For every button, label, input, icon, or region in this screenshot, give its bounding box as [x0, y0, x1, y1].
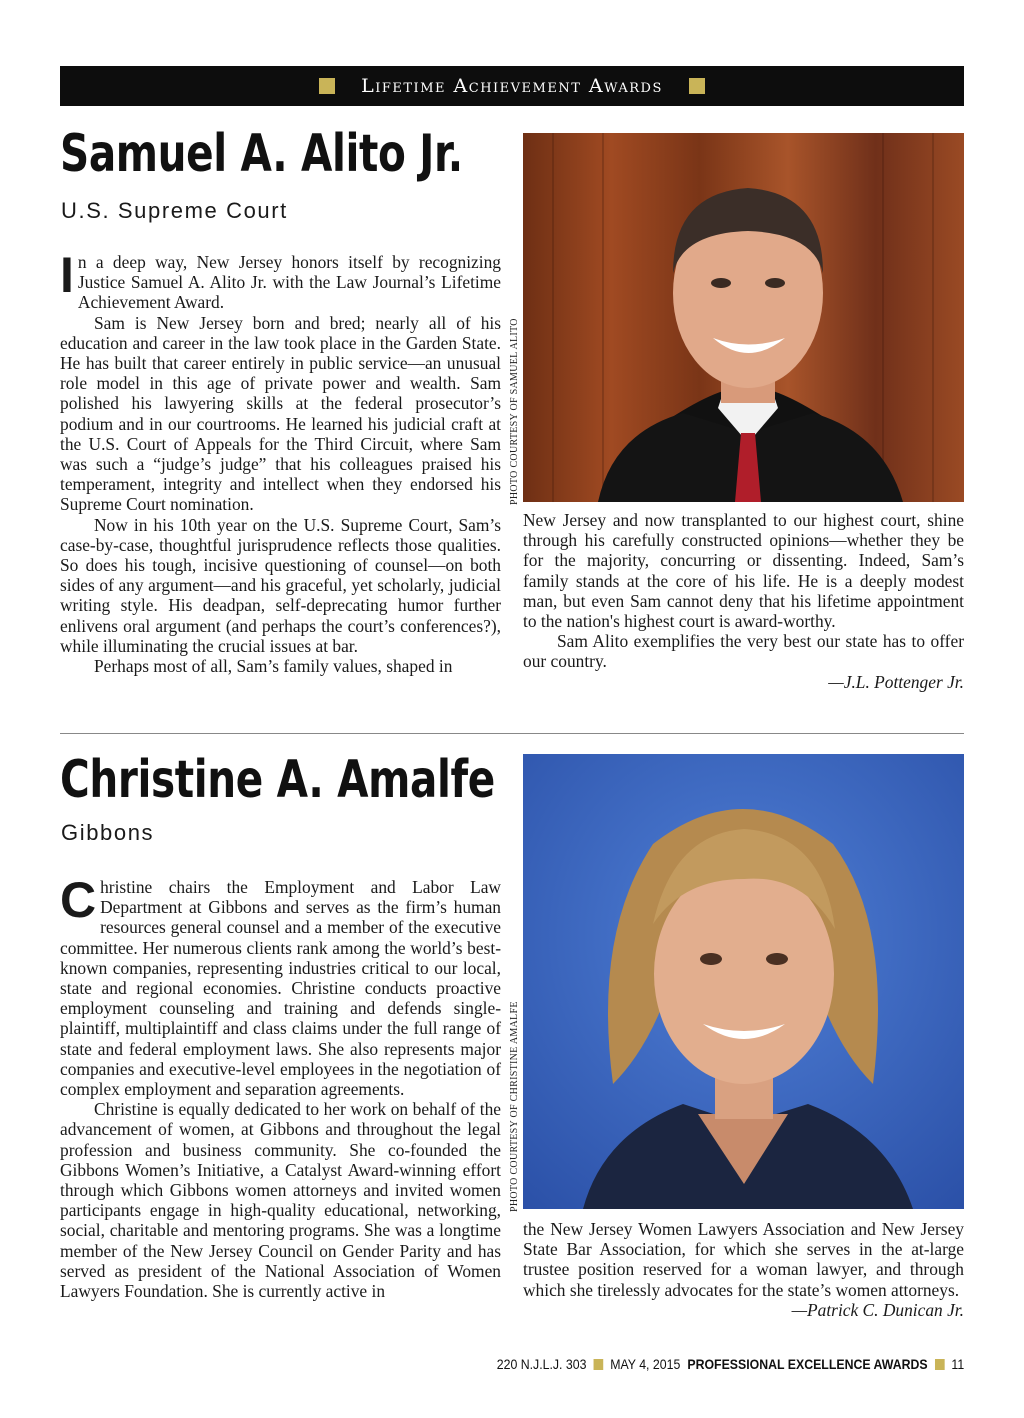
- photo-credit: PHOTO COURTESY OF SAMUEL ALITO: [509, 318, 520, 505]
- portrait-photo: [523, 133, 964, 502]
- footer-date: MAY 4, 2015: [610, 1356, 681, 1372]
- banner-square-icon: [689, 78, 705, 94]
- portrait-photo: [523, 754, 964, 1209]
- footer-square-icon: [593, 1359, 603, 1370]
- page-number: 11: [951, 1356, 964, 1372]
- paragraph: Now in his 10th year on the U.S. Supreme Court, Sam’s case-by-case, thoughtful jurisprudence reflects those qualities. So does his tough, incisive questioning of counsel—on both sides of any argument—and his graceful, yet scholarly, judicial writing style. His deadpan, self-deprecating humor further enlivens oral argument (and perhaps the court’s conferences?), while illuminating the crucial issues at bar.: [60, 514, 501, 656]
- footer-square-icon: [934, 1359, 944, 1370]
- paragraph: Sam Alito exemplifies the very best our state has to offer our country.: [523, 631, 964, 672]
- profile-affiliation: Gibbons: [61, 820, 155, 845]
- article-left-column: [60, 872, 501, 1302]
- author-signature: —J.L. Pottenger Jr.: [828, 671, 964, 692]
- article-left-column: [60, 247, 501, 677]
- photo-credit: PHOTO COURTESY OF CHRISTINE AMALFE: [509, 1001, 520, 1212]
- paragraph: hristine chairs the Employment and Labor Law Department at Gibbons and serves as the firm’s human resources general counsel and a member of the executive committee. Her numerous clients rank among the world’s best-known companies, representing industries critical to our local, state and regional economies. Christine conducts proactive employment counseling and training and defends single-plaintiff, multiplaintiff and class claims under the full range of state and federal employment laws. She also represents major companies and executive-level employees in the negotiation of complex employment and separation agreements.: [60, 877, 501, 1100]
- section-banner: [60, 66, 964, 106]
- banner-square-icon: [319, 78, 335, 94]
- paragraph: New Jersey and now transplanted to our highest court, shine through his carefully constructed opinions—whether they be for the majority, concurring or dissenting. Indeed, Sam’s family stands at the core of his life. He is a deeply modest man, but even Sam cannot deny that his lifetime appointment to the nation's highest court is award-worthy.: [523, 510, 964, 632]
- profile-name: Samuel A. Alito Jr.: [60, 124, 463, 184]
- profile-affiliation: U.S. Supreme Court: [61, 198, 288, 223]
- drop-cap: I: [60, 247, 74, 303]
- profile-name: Christine A. Amalfe: [60, 750, 495, 810]
- paragraph: Perhaps most of all, Sam’s family values, shaped in: [94, 656, 453, 677]
- article-right-column: [523, 510, 964, 692]
- paragraph: the New Jersey Women Lawyers Association and New Jersey State Bar Association, for which she serves in the at-large trustee position reserved for a woman lawyer, and through which she tirelessly advocates for the state’s women attorneys.: [523, 1219, 964, 1300]
- footer-citation: 220 N.J.L.J. 303: [496, 1356, 587, 1372]
- paragraph: n a deep way, New Jersey honors itself by recognizing Justice Samuel A. Alito Jr. with the Law Journal’s Lifetime Achievement Award.: [77, 252, 501, 313]
- banner-title: Lifetime Achievement Awards: [361, 75, 663, 97]
- paragraph: Sam is New Jersey born and bred; nearly all of his education and career in the law took place in the Garden State. He has built that career entirely in public service—an unusual role model in this age of private power and wealth. Sam polished his lawyering skills at the federal prosecutor’s podium and in our courtrooms. He learned his judicial craft at the U.S. Court of Appeals for the Third Circuit, where Sam was such a “judge’s judge” that his colleagues praised his temperament, integrity and intellect when they endorsed his Supreme Court nomination.: [60, 312, 501, 515]
- article-right-column: [523, 1219, 964, 1320]
- section-divider: [60, 733, 964, 734]
- paragraph: Christine is equally dedicated to her work on behalf of the advancement of women, at Gibbons and throughout the legal profession and business community. She co-founded the Gibbons Women’s Initiative, a Catalyst Award-winning effort through which Gibbons women attorneys and invited women participants engage in high-quality educational, networking, social, charitable and mentoring programs. She was a longtime member of the New Jersey Council on Gender Parity and has served as president of the National Association of Women Lawyers Foundation. She is currently active in: [60, 1099, 501, 1302]
- author-signature: —Patrick C. Dunican Jr.: [791, 1299, 964, 1320]
- footer-section: PROFESSIONAL EXCELLENCE AWARDS: [687, 1356, 928, 1372]
- page-footer: [497, 1356, 964, 1372]
- drop-cap: C: [60, 872, 97, 928]
